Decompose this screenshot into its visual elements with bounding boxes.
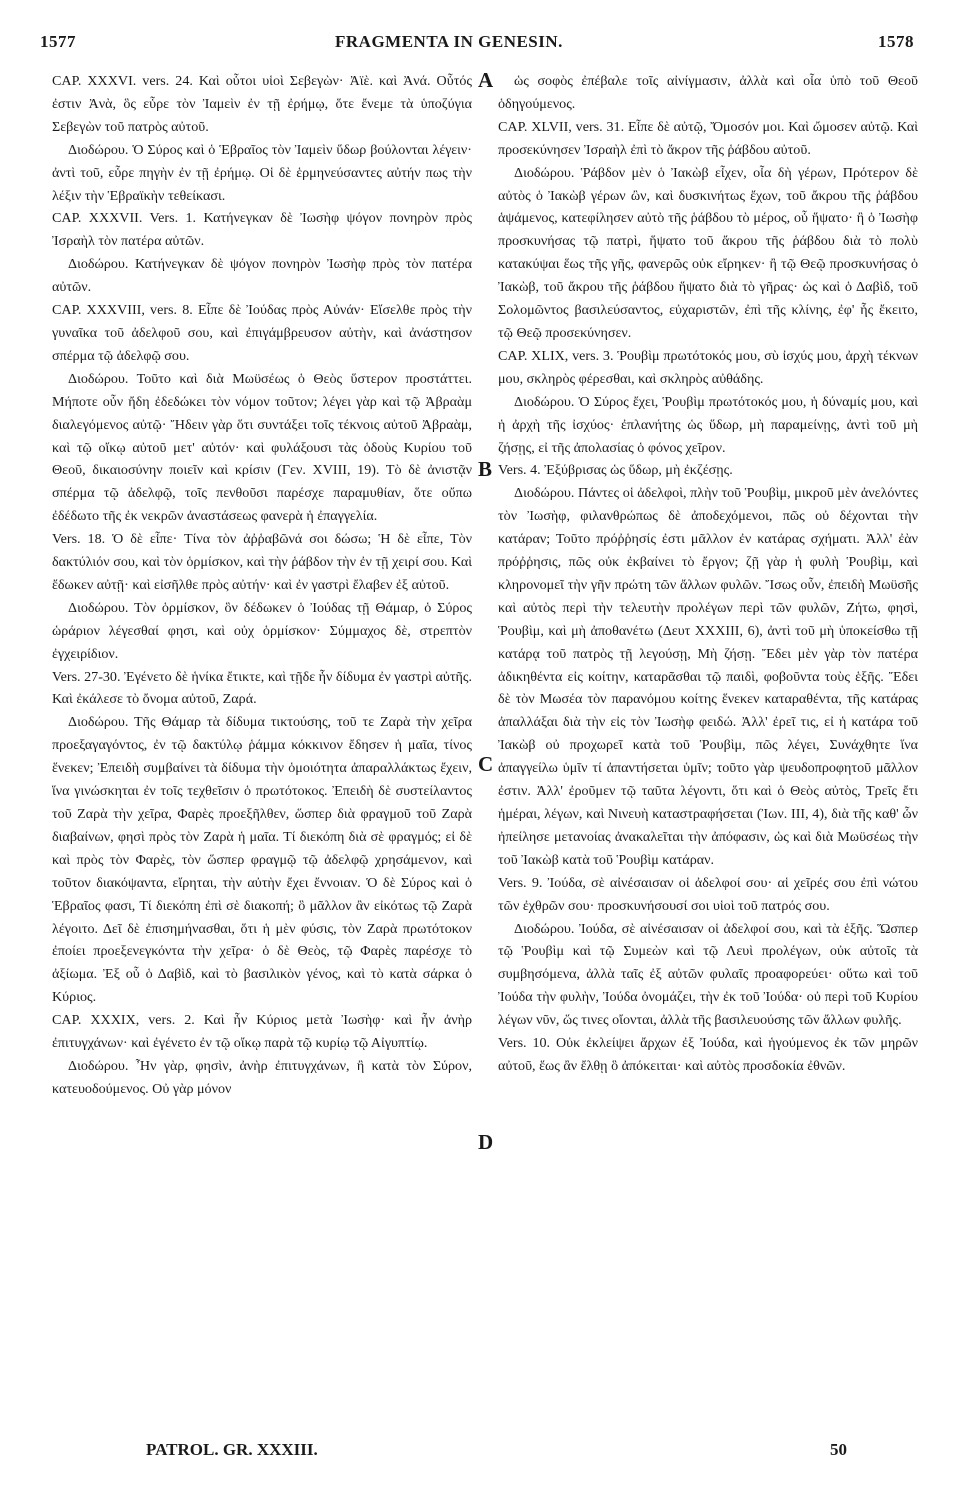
paragraph: Διοδώρου. Ὁ Σύρος καὶ ὁ Ἑβραῖος τὸν Ἰαμεὶν ὕδωρ βούλονται λέγειν· ἀντὶ τοῦ, εὗρε πηγὴν ἐν τῇ ἐρήμῳ. Οἱ δὲ ἑρμηνεύσαντες αὐτήν πως τὴν λέξιν τὴν Ἑβραϊκὴν τεθείκασι. bbox=[52, 141, 472, 204]
margin-letter-b: B bbox=[478, 457, 493, 481]
page-number-left: 1577 bbox=[40, 32, 76, 51]
paragraph: CAP. XLIX, vers. 3. Ῥουβὶμ πρωτότοκός μου, σὺ ἰσχύς μου, ἀρχὴ τέκνων μου, σκληρὸς φέρεσθαι, καὶ σκληρὸς αὐθάδης. bbox=[498, 347, 918, 387]
footer-series: PATROL. GR. XXXIII. bbox=[146, 1440, 318, 1459]
paragraph: CAP. XXXVI. vers. 24. Καὶ οὗτοι υἱοὶ Σεβεγὼν· Ἀϊὲ. καὶ Ἀνά. Οὗτός ἐστιν Ἀνὰ, ὃς εὗρε τὸν Ἰαμεὶν ἐν τῇ ἐρήμῳ, ὅτε ἔνεμε τὰ ὑποζύγια Σεβεγὼν τοῦ πατρὸς αὐτοῦ. bbox=[52, 73, 472, 135]
paragraph: Διοδώρου. Τῆς Θάμαρ τὰ δίδυμα τικτούσης, τοῦ τε Ζαρὰ τὴν χεῖρα προεξαγαγόντος, ἐν τῷ δακτύλῳ ῥάμμα κόκκινον ἔδησεν ἡ μαῖα, τίνος ἕνεκεν; Ἐπειδὴ συμβαίνει τὰ δίδυμα τὴν ὁμοιότητα ἀπαραλλάκτως ἔχειν, ἵνα γινώσκηται ἐν τοῖς τεχθεῖσιν ὁ πρωτότοκος. Ἐπειδὴ δὲ συστείλαντος τοῦ Ζαρὰ τὴν χεῖρα, Φαρὲς προεξῆλθεν, ὥσπερ διὰ φραγμοῦ τοῦ Ζαρὰ διαβαίνων, φησὶ πρὸς τὸν Ζαρὰ ἡ μαῖα. Τί διεκόπη διὰ σὲ φραγμός; εἰ δὲ καὶ πρὸς τὸν Φαρὲς, τὸν ὥσπερ φραγμῷ τῷ ἀδελφῷ χρησάμενον, καὶ τοῦτον διακόψαντα, εἴρηται, τὴν αὐτὴν ἔχει ἔννοιαν. Ὁ δὲ Σύρος καὶ ὁ Ἑβραῖος φασι, Τί διεκόπη ἐπὶ σὲ διακοπή; ὃ μᾶλλον ἂν εἰκότως τῷ Ζαρὰ λέγοιτο. Δεῖ δὲ ἐπισημήνασθαι, ὅτι ἡ μὲν φύσις, τὸν Ζαρὰ πρωτότοκον ἐποίει προεξενεγκόντα τὴν χεῖρα· ὁ δὲ Θεὸς, τῷ Φαρὲς παρέσχε τὸ ἀξίωμα. Ἐξ οὗ ὁ Δαβὶδ, καὶ τὸ βασιλικὸν γένος, καὶ τὸ κατὰ σάρκα ὁ Κύριος. bbox=[52, 714, 472, 1006]
paragraph: ὡς σοφὸς ἐπέβαλε τοῖς αἰνίγμασιν, ἀλλὰ καὶ οἷα ὑπὸ τοῦ Θεοῦ ὁδηγούμενος. bbox=[498, 73, 918, 112]
paragraph: Διοδώρου. Κατήνεγκαν δὲ ψόγον πονηρὸν Ἰωσὴφ πρὸς τὸν πατέρα αὐτῶν. bbox=[52, 256, 472, 296]
paragraph: Vers. 9. Ἰούδα, σὲ αἰνέσαισαν οἱ ἀδελφοί σου· αἱ χεῖρές σου ἐπὶ νώτου τῶν ἐχθρῶν σου· προσκυνήσουσί σοι υἱοὶ τοῦ πατρός σου. bbox=[498, 874, 918, 914]
running-title: FRAGMENTA IN GENESIN. bbox=[335, 32, 563, 51]
paragraph: Διοδώρου. Πάντες οἱ ἀδελφοὶ, πλὴν τοῦ Ῥουβὶμ, μικροῦ μὲν ἀνελόντες τὸν Ἰωσὴφ, φιλανθρώπως δὲ ἀποδεχόμενοι, πῶς οὐ δέχονται τὴν κατάραν; Τοῦτο πρόῤῥησίς ἐστι μᾶλλον ἐν κατάρας σχήματι. Ἀλλ' ἐὰν πρόῤῥησις, πῶς οὐκ ἐκβαίνει τὸ ἔργον; ζῇ γὰρ ἡ φυλὴ Ῥουβὶμ, καὶ κληρονομεῖ τὴν γῆν πρώτη τῶν ἄλλων φυλῶν. Ἴσως οὖν, ἐπειδὴ Μωϋσῆς καὶ αὐτὸς περὶ τὴν τελευτὴν προλέγων περὶ τῶν φυλῶν, Ζήτω, φησὶ, Ῥουβὶμ, καὶ μὴ ἀποθανέτω (Δευτ XXXIII, 6), ἀντὶ τοῦ μὴ ὑποκείσθω τῇ κατάρᾳ τοῦ πατρὸς τῇ λεγούσῃ, Μὴ ζήσῃ. Ἔδει μὲν γὰρ τὸν πατέρα ἀδικηθέντα εἰς κοίτην, καταρᾶσθαι τῷ παιδὶ, φοβοῦντα τοὺς ἑξῆς. Ἔδει δὲ τὸν Μωσέα τὸν παρανόμου κοίτης ἕνεκεν καταραθέντα, τῆς κατάρας ἀπαλλάξαι διὰ τὴν εἰς τὸν Ἰωσὴφ φειδώ. Ἀλλ' ἐρεῖ τις, εἰ ἡ κατάρα τοῦ Ἰακὼβ οὐ προχωρεῖ κατὰ τοῦ Ῥουβὶμ, πῶς λέγει, Συνάχθητε ἵνα ἀπαγγείλω ὑμῖν τί ἀπαντήσεται ὑμῖν; τοῦτο γὰρ ψευδοπροφητοῦ μᾶλλον ἐστιν. Ἀλλ' ἐροῦμεν τῷ ταῦτα λέγοντι, ὅτι καὶ ὁ Θεὸς αὐτὸς, Τρεῖς ἔτι ἡμέραι, λέγων, καὶ Νινευὴ καταστραφήσεται (Ἰων. III, 4), διὰ τῆς καθ' ὧν ἠπείλησε μετανοίας ἀνακαλεῖται τὴν ἀπόφασιν, ὡς καὶ διὰ Μωϋσέως τὴν τοῦ Ἰακὼβ κατὰ τοῦ Ῥουβὶμ κατάραν. bbox=[498, 485, 918, 868]
paragraph: Διοδώρου. Ἦν γὰρ, φησὶν, ἀνὴρ ἐπιτυγχάνων, ἢ κατὰ τὸν Σύρον, κατευοδούμενος. Οὐ γὰρ μόνον bbox=[52, 1057, 472, 1097]
page-number-right: 1578 bbox=[878, 32, 914, 51]
paragraph: Διοδώρου. Ῥάβδον μὲν ὁ Ἰακὼβ εἶχεν, οἷα δὴ γέρων, Πρότερον δὲ αὐτὸς ὁ Ἰακὼβ γέρων ὢν, καὶ δυσκινήτως ἔχων, τοῦ ἄκρου τῆς ῥάβδου ἁψάμενος, κατεφίλησεν αὐτὸ τῆς ῥάβδου τὸ μέρος, οὗ ἥψατο· ἢ ὁ Ἰωσὴφ προσκυνήσας τῷ πατρὶ, ἥψατο τοῦ ἄκρου τῆς ῥάβδου διὰ τὸ πολὺ κατακύψαι ἕως τῆς γῆς, φανερῶς οὐκ εἴρηκεν· ἢ τῷ Θεῷ προσκυνήσας ὁ Ἰακὼβ, τοῦ ἄκρου τῆς ῥάβδου ἥψατο διὰ τὸ γῆρας· ὡς καὶ ὁ Δαβὶδ, τοῦ Σολομῶντος βασιλεύσαντος, εὐχαριστῶν, ἐπὶ τῆς κλίνης, ἐφ' ἧς ἔκειτο, τῷ Θεῷ προσεκύνησεν. bbox=[498, 164, 918, 341]
footer-page-number: 50 bbox=[830, 1440, 847, 1459]
left-column bbox=[52, 70, 472, 1101]
paragraph: Vers. 4. Ἐξύβρισας ὡς ὕδωρ, μὴ ἐκζέσῃς. bbox=[498, 462, 733, 479]
right-column bbox=[498, 70, 918, 1078]
margin-letter-c: C bbox=[478, 752, 494, 776]
paragraph: CAP. XLVII, vers. 31. Εἶπε δὲ αὐτῷ, Ὄμοσόν μοι. Καὶ ὤμοσεν αὐτῷ. Καὶ προσεκύνησεν Ἰσραὴλ ἐπὶ τὸ ἄκρον τῆς ῥάβδου αὐτοῦ. bbox=[498, 118, 918, 158]
paragraph: CAP. XXXIX, vers. 2. Καὶ ἦν Κύριος μετὰ Ἰωσὴφ· καὶ ἦν ἀνὴρ ἐπιτυγχάνων· καὶ ἐγένετο ἐν τῷ οἴκῳ παρὰ τῷ κυρίῳ τῷ Αἰγυπτίῳ. bbox=[52, 1012, 472, 1052]
paragraph: Διοδώρου. Τοῦτο καὶ διὰ Μωϋσέως ὁ Θεὸς ὕστερον προστάττει. Μήποτε οὖν ἤδη ἐδεδώκει τὸν νόμον τοῦτον; λέγει γὰρ καὶ τῷ Ἀβραὰμ διαλεγόμενος αὐτῷ· Ἤδειν γὰρ ὅτι συντάξει τοῖς τέκνοις αὐτοῦ Ἀβραὰμ, καὶ τῷ οἴκῳ αὐτοῦ μετ' αὐτόν· καὶ φυλάξουσι τὰς ὁδοὺς Κυρίου τοῦ Θεοῦ, δικαιοσύνην ποιεῖν καὶ κρίσιν (Γεν. XVIII, 19). Τὸ δὲ ἀνιστᾷν σπέρμα τῷ ἀδελφῷ, τοῖς πενθοῦσι παρέσχε παραμυθίαν, ὅτε οὔπω ἐδέδωτο τῆς ἐκ νεκρῶν ἀναστάσεως φανερὰ ἡ ἐπαγγελία. bbox=[52, 370, 472, 525]
paragraph: Vers. 18. Ὁ δὲ εἶπε· Τίνα τὸν ἀῤῥαβῶνά σοι δώσω; Ἡ δὲ εἶπε, Τὸν δακτύλιόν σου, καὶ τὸν ὁρμίσκον, καὶ τὴν ῥάβδον τὴν ἐν τῇ χειρί σου. Καὶ ἔδωκεν αὐτῇ· καὶ εἰσῆλθε πρὸς αὐτήν· καὶ ἐν γαστρὶ ἔλαβεν ἐξ αὐτοῦ. bbox=[52, 531, 472, 593]
paragraph: Vers. 27-30. Ἐγένετο δὲ ἡνίκα ἔτικτε, καὶ τῇδε ἦν δίδυμα ἐν γαστρὶ αὐτῆς. Καὶ ἐκάλεσε τὸ ὄνομα αὐτοῦ, Ζαρά. bbox=[52, 668, 472, 708]
paragraph: Διοδώρου. Ἰούδα, σὲ αἰνέσαισαν οἱ ἀδελφοί σου, καὶ τὰ ἑξῆς. Ὥσπερ τῷ Ῥουβὶμ καὶ τῷ Συμεὼν καὶ τῷ Λευὶ προλέγων, οὐκ αὐτοῖς τὰ συμβησόμενα, ἀλλὰ ταῖς ἐξ αὐτῶν φυλαῖς προαφορεύει· οὕτω καὶ τοῦ Ἰούδα τὴν φυλὴν, Ἰούδα ὀνομάζει, τὴν ἐκ τοῦ Ἰούδα· οὐ περὶ τοῦ Κυρίου λέγων νῦν, ὥς τινες οἴονται, ἀλλὰ τῆς βασιλευούσης τῶν ἄλλων φυλῆς. bbox=[498, 920, 918, 1029]
paragraph: CAP. XXXVIII, vers. 8. Εἶπε δὲ Ἰούδας πρὸς Αὐνάν· Εἴσελθε πρὸς τὴν γυναῖκα τοῦ ἀδελφοῦ σου, καὶ ἐπιγάμβρευσον αὐτὴν, καὶ ἀνάστησον σπέρμα τῷ ἀδελφῷ σου. bbox=[52, 302, 472, 364]
margin-letter-a: A bbox=[478, 68, 494, 92]
paragraph: Διοδώρου. Ὁ Σύρος ἔχει, Ῥουβὶμ πρωτότοκός μου, ἡ δύναμίς μου, καὶ ἡ ἀρχὴ τῆς ἰσχύος· ἐπλανήτης ὡς ὕδωρ, μὴ παραμείνῃς, ἀντὶ τοῦ μὴ ζήσῃς, εἰ τῆς ἀπολασίας ὁ φόνος χεῖρον. bbox=[498, 393, 918, 456]
paragraph: Διοδώρου. Τὸν ὁρμίσκον, ὃν δέδωκεν ὁ Ἰούδας τῇ Θάμαρ, ὁ Σύρος ὡράριον λέγεσθαί φησι, καὶ οὐχ ὁρμίσκον· Σύμμαχος δὲ, στρεπτὸν ἐγχειρίδιον. bbox=[52, 599, 472, 662]
paragraph: CAP. XXXVII. Vers. 1. Κατήνεγκαν δὲ Ἰωσὴφ ψόγον πονηρὸν πρὸς Ἰσραὴλ τὸν πατέρα αὐτῶν. bbox=[52, 210, 472, 250]
paragraph: Vers. 10. Οὐκ ἐκλείψει ἄρχων ἐξ Ἰούδα, καὶ ἡγούμενος ἐκ τῶν μηρῶν αὐτοῦ, ἕως ἂν ἔλθῃ ὃ ἀπόκειται· καὶ αὐτὸς προσδοκία ἐθνῶν. bbox=[498, 1035, 918, 1074]
margin-letter-d: D bbox=[478, 1130, 494, 1154]
